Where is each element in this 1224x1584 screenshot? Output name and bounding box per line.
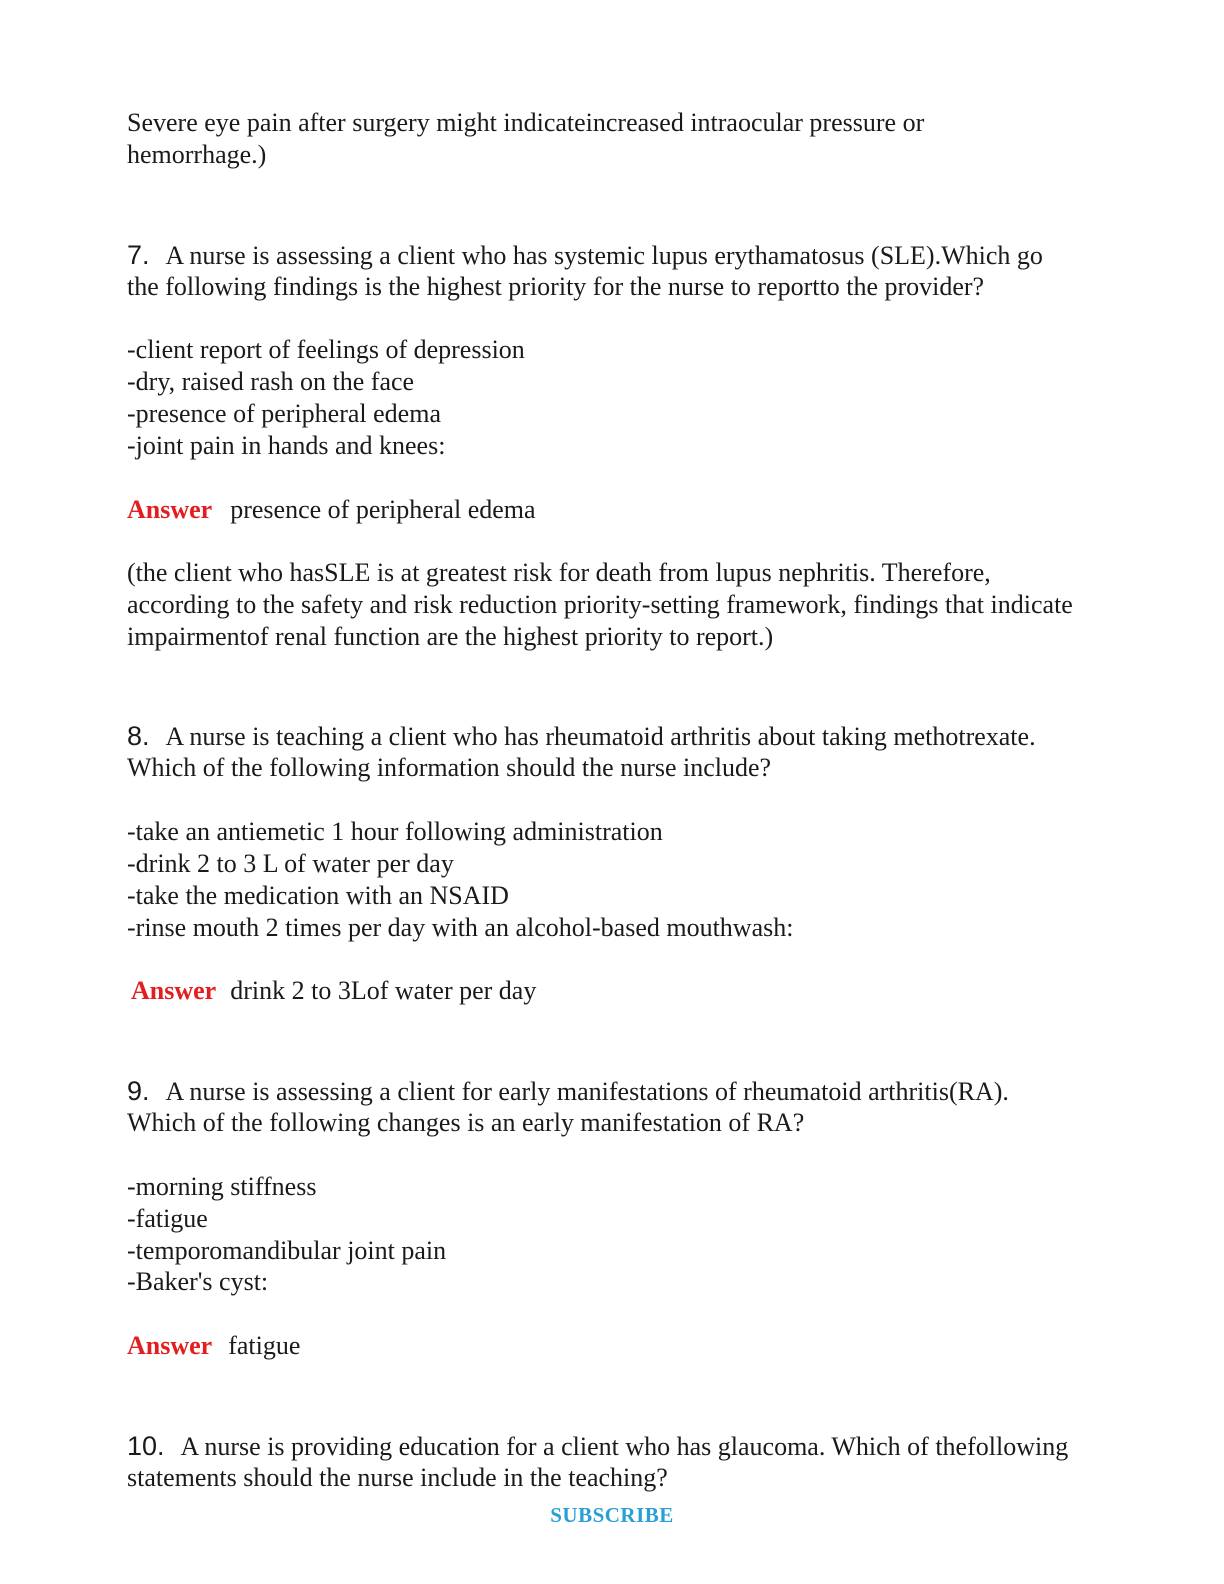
- question-7-rationale-1: (the client who hasSLE is at greatest risk for death from lupus nephritis. Therefore,: [127, 558, 991, 587]
- intro-line-2: hemorrhage.): [127, 140, 267, 169]
- question-9-line-1: [127, 1075, 1009, 1108]
- question-9-option-4: -Baker's cyst:: [127, 1267, 269, 1296]
- answer-label: Answer: [131, 976, 217, 1005]
- question-10-number: 10.: [127, 1431, 165, 1461]
- question-7-answer: [127, 494, 536, 526]
- answer-label: Answer: [127, 1331, 213, 1360]
- answer-text: presence of peripheral edema: [230, 495, 536, 524]
- question-8-line-1: [127, 720, 1036, 753]
- question-7-option-3: -presence of peripheral edema: [127, 399, 441, 428]
- answer-label: Answer: [127, 495, 213, 524]
- question-7-option-2: -dry, raised rash on the face: [127, 367, 415, 396]
- question-8-option-1: -take an antiemetic 1 hour following administration: [127, 817, 663, 846]
- question-7-text-1: A nurse is assessing a client who has systemic lupus erythamatosus (SLE).Which go: [165, 241, 1043, 270]
- question-9-option-2: -fatigue: [127, 1204, 208, 1233]
- question-10-text-1: A nurse is providing education for a client who has glaucoma. Which of thefollowing: [180, 1432, 1069, 1461]
- question-8-option-4: -rinse mouth 2 times per day with an alcohol-based mouthwash:: [127, 913, 794, 942]
- question-8-text-1: A nurse is teaching a client who has rheumatoid arthritis about taking methotrexate.: [165, 722, 1036, 751]
- question-7-line-1: [127, 239, 1043, 272]
- question-7-number: 7.: [127, 240, 150, 270]
- question-9-option-1: -morning stiffness: [127, 1172, 317, 1201]
- question-10-line-2: statements should the nurse include in the teaching?: [127, 1463, 668, 1492]
- question-8-option-2: -drink 2 to 3 L of water per day: [127, 849, 454, 878]
- question-8-option-3: -take the medication with an NSAID: [127, 881, 509, 910]
- answer-text: fatigue: [228, 1331, 301, 1360]
- question-9-text-1: A nurse is assessing a client for early manifestations of rheumatoid arthritis(RA).: [165, 1077, 1009, 1106]
- question-9-line-2: Which of the following changes is an early manifestation of RA?: [127, 1108, 805, 1137]
- answer-text: drink 2 to 3Lof water per day: [230, 976, 537, 1005]
- question-7-rationale-2: according to the safety and risk reduction priority-setting framework, findings that indicate: [127, 590, 1073, 619]
- question-7-option-4: -joint pain in hands and knees:: [127, 431, 446, 460]
- question-9-option-3: -temporomandibular joint pain: [127, 1236, 447, 1265]
- question-7-line-2: the following findings is the highest priority for the nurse to reportto the provider?: [127, 272, 985, 301]
- question-10-line-1: [127, 1430, 1068, 1463]
- question-9-answer: [127, 1330, 300, 1362]
- question-8-line-2: Which of the following information should the nurse include?: [127, 753, 772, 782]
- question-7-option-1: -client report of feelings of depression: [127, 335, 525, 364]
- intro-line-1: Severe eye pain after surgery might indicateincreased intraocular pressure or: [127, 108, 925, 137]
- question-9-number: 9.: [127, 1076, 150, 1106]
- question-7-rationale-3: impairmentof renal function are the highest priority to report.): [127, 622, 774, 651]
- question-8-number: 8.: [127, 721, 150, 751]
- subscribe-link[interactable]: SUBSCRIBE: [550, 1503, 674, 1527]
- question-8-answer: [131, 975, 536, 1007]
